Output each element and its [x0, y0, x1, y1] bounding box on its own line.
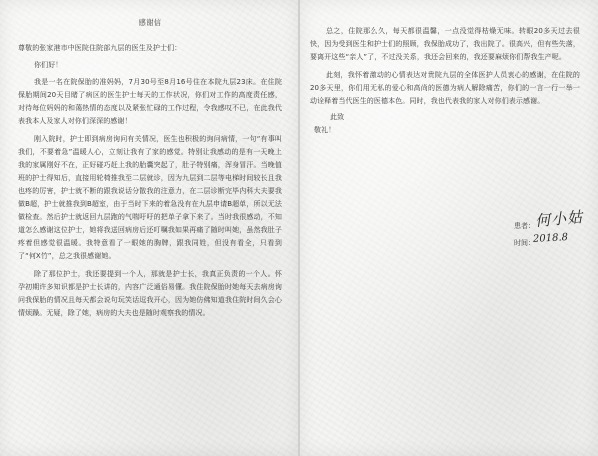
letter-regards: 敬礼！	[314, 126, 336, 134]
letter-title: 感谢信	[138, 18, 162, 27]
paragraph-summary: 总之，住院那么久，每天都很温馨，一点没觉得枯燥无味。转眼20多天过去很快，因为受到医生和护士们的照顾，我保胎成功了，我出院了。很高兴，但有些失落，要离开这些“亲人”了，不过没关系，我还会回来的，我还要麻烦你们帮我生产呢。	[310, 27, 580, 61]
letter-page-right	[300, 0, 598, 456]
signature-label: 患者：	[514, 222, 535, 230]
letter-closing: 此致	[330, 113, 345, 121]
letter-body-left	[18, 16, 282, 320]
date-label: 时间：	[514, 239, 535, 247]
paragraph-nurse-story: 刚入院时，护士即到病房询问有关情况，医生也积极的询问病情，一句“有事叫我们，不要着急”温暖人心，立刻让我有了家的感觉。特别让我感动的是有一天晚上我的家属刚好不在，正好碰巧赶上我的胎囊突起了，肚子特别痛，浑身冒汗。当晚值班的护士得知后，直接用轮椅推我至二层就诊，因为九层到二层等电梯时间较长且我也疼的厉害，护士就不断的跟我说话分散我的注意力，在二层诊断完毕内科大夫要我做B超，护士就推我到B超室，由于当时下来的着急没有在九层申请B超单，所以无法做检查。然后护士就返回九层跑的气喘吁吁的把单子拿下来了。当时我很感动，不知道怎么感谢这位护士，她将我送回病房后还叮嘱我如果再痛了随时叫她，虽然我肚子疼着但感觉很温暖。我特意看了一眼她的胸牌，跟我同姓，但没有看全，只看到了“何X竹”，总之我很感谢她。	[18, 135, 282, 260]
paragraph-head-nurse: 除了那位护士，我还要提到一个人，那就是护士长，我真正负责的一个人。怀孕初期许多知识都是护士长讲的，内容广泛通俗易懂。我住院保胎时她每天去病房询问我保胎的情况且每天都会说句玩笑话逗我开心，因为她仿佛知道我住院时间久会心情烦躁。无疑，除了她，病房的大夫也是随时观察我的情况。	[18, 270, 282, 317]
letter-salutation: 尊敬的张家港市中医院住院部九层的医生及护士们：	[18, 44, 182, 52]
letter-page-left	[0, 0, 298, 456]
letter-greeting: 你们好！	[34, 61, 63, 69]
paragraph-thanks: 此刻，我怀着激动的心情表达对贵院九层的全体医护人员衷心的感谢，在住院的20多天里，你们用无私的爱心和高尚的医德为病人解除痛苦，你们的一言一行一举一动诠释着当代医生的医德本色。同时，我也代表我的家人对你们表示感谢。	[310, 71, 580, 105]
paragraph-introduction: 我是一名在院保胎的准妈妈，7月30号至8月16号住在本院九层23床。在住院保胎期间20天目睹了病区的医生护士每天的工作状况，你们对工作的高度责任感，对待每位妈妈的和蔼热情的态度以及紧张忙碌的工作过程，令我感叹不已，在此我代表我本人及家人对你们深深的感谢！	[18, 78, 282, 125]
signature-block	[300, 208, 598, 278]
letter-body-right	[310, 25, 580, 137]
handwritten-signature: 何小姑	[534, 207, 584, 231]
handwritten-date: 2018.8	[532, 232, 569, 245]
